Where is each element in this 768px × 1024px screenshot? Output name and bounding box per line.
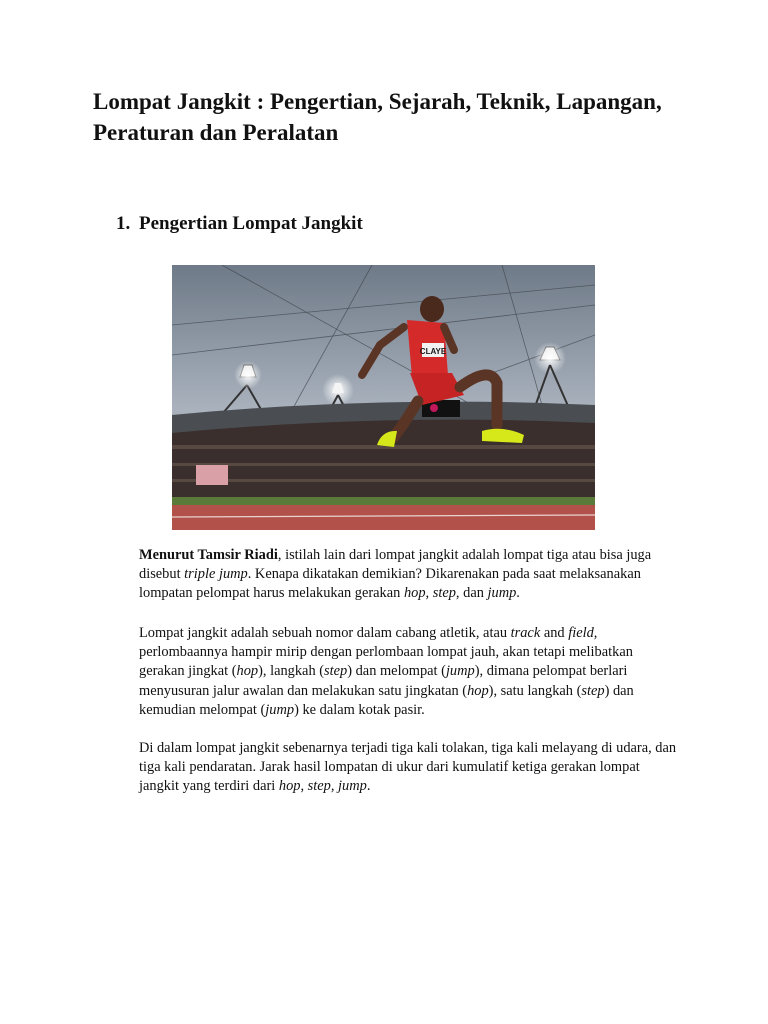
paragraph-description: Lompat jangkit adalah sebuah nomor dalam cabang atletik, atau track and field, perlombaannya hampir mirip dengan perlombaan lompat jauh, akan tetapi melibatkan gerakan jingkat (hop), langkah (step) dan melompat (jump), dimana pelompat berlari menyusuran jalur awalan dan melakukan satu jingkatan (hop), satu langkah (step) dan kemudian melompat (jump) ke dalam kotak pasir. — [139, 625, 634, 718]
section-heading — [116, 211, 363, 237]
italic-text: hop, step, jump — [278, 778, 367, 795]
section-heading-text: Pengertian Lompat Jangkit — [139, 213, 363, 234]
italic-text: step — [581, 682, 605, 699]
italic-text: jump — [265, 701, 295, 718]
paragraph-definition: Menurut Tamsir Riadi, istilah lain dari lompat jangkit adalah lompat tiga atau bisa juga disebut triple jump. Kenapa dikatakan demikian? Dikarenakan pada saat melaksanakan lompatan pelompat harus melakukan gerakan hop, step, dan jump. — [139, 547, 652, 602]
italic-text: step — [432, 585, 456, 602]
running-track — [172, 505, 595, 530]
crowd — [172, 420, 595, 503]
italic-text: track — [510, 625, 541, 641]
section-number: 1. — [116, 213, 131, 234]
italic-text: step — [324, 663, 348, 680]
italic-text: triple jump — [184, 566, 248, 583]
italic-text: hop — [467, 682, 489, 699]
italic-text: hop — [236, 663, 259, 680]
italic-text: field — [568, 625, 594, 641]
italic-text: jump — [445, 663, 475, 680]
italic-text: hop — [403, 585, 426, 602]
paragraph-technique: Di dalam lompat jangkit sebenarnya terjadi tiga kali tolakan, tiga kali melayang di udara, dan tiga kali pendaratan. Jarak hasil lompatan di ukur dari kumulatif ketiga gerakan lompat jangkit yang terdiri dari hop, step, jump. — [139, 740, 677, 795]
scoreboard — [196, 465, 228, 485]
bib-number: CLAYE — [419, 347, 447, 356]
page-title: Lompat Jangkit : Pengertian, Sejarah, Teknik, Lapangan, Peraturan dan Peralatan — [93, 89, 662, 145]
triple-jump-photo — [172, 265, 595, 530]
italic-text: jump — [487, 585, 517, 602]
bold-text: Menurut Tamsir Riadi — [139, 547, 278, 563]
